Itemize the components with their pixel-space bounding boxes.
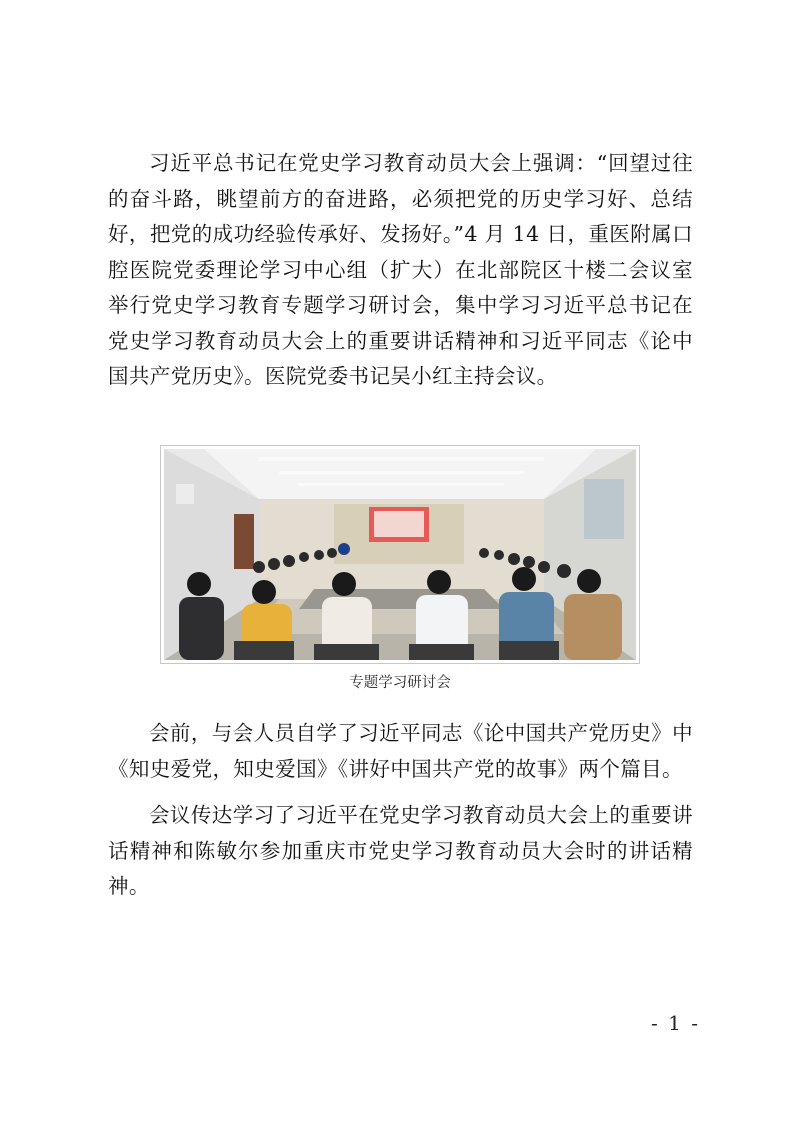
meeting-photo	[160, 445, 640, 664]
page-number: - 1 -	[651, 1011, 700, 1035]
paragraph-preparation: 会前，与会人员自学了习近平同志《论中国共产党历史》中《知史爱党，知史爱国》《讲好中国共产党的故事》两个篇目。	[108, 721, 693, 781]
meeting-photo-illustration	[164, 449, 636, 660]
photo-caption: 专题学习研讨会	[349, 675, 451, 691]
paragraph-intro: 习近平总书记在党史学习教育动员大会上强调：“回望过往的奋斗路，眺望前方的奋进路，必须把党的历史学习好、总结好，把党的成功经验传承好、发扬好。”4 月 14 日，重医附属口腔医院党委理论学习中心组（扩大）在北部院区十楼二会议室举行党史学习教育专题学习研讨会，集中学习习近平总书记在党史学习教育动员大会上的重要讲话精神和习近平同志《论中国共产党历史》。医院党委书记吴小红主持会议。	[108, 151, 693, 388]
paragraph-meeting-content: 会议传达学习了习近平在党史学习教育动员大会上的重要讲话精神和陈敏尔参加重庆市党史学习教育动员大会时的讲话精神。	[108, 803, 693, 898]
